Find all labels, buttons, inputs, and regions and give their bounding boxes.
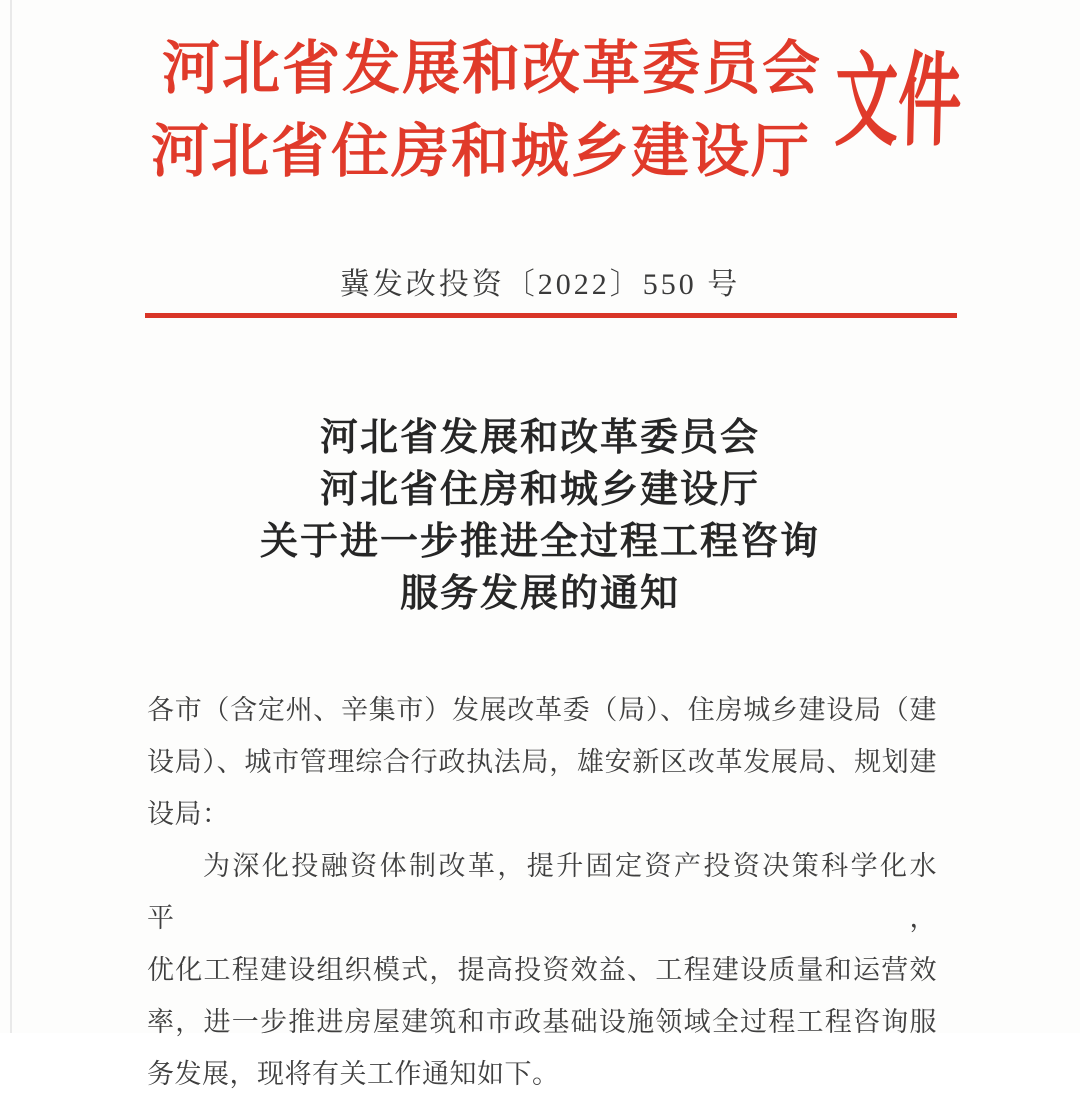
salutation-line: 设局）、城市管理综合行政执法局，雄安新区改革发展局、规划建: [147, 747, 937, 777]
letterhead-agency-line-1: 河北省发展和改革委员会: [162, 36, 823, 101]
title-line-1: 河北省发展和改革委员会: [319, 417, 760, 459]
document-title: [0, 412, 1080, 620]
title-line-3: 关于进一步推进全过程工程咨询: [259, 521, 820, 563]
paragraph-line: 为深化投融资体制改革，提升固定资产投资决策科学化水平，: [147, 851, 937, 933]
red-separator-rule: [145, 313, 957, 318]
paragraph-line: 务发展，现将有关工作通知如下。: [147, 1059, 560, 1089]
title-line-4: 服务发展的通知: [399, 573, 680, 615]
paragraph-line: 率，进一步推进房屋建筑和市政基础设施领域全过程工程咨询服: [147, 1007, 937, 1037]
document-body: [147, 684, 937, 1100]
document-number: 冀发改投资〔2022〕550 号: [339, 268, 741, 301]
salutation-line: 设局：: [147, 799, 230, 829]
salutation-line: 各市（含定州、辛集市）发展改革委（局）、住房城乡建设局（建: [147, 695, 937, 725]
letterhead-doc-type-label: 文件: [833, 46, 963, 159]
title-line-2: 河北省住房和城乡建设厅: [319, 469, 760, 511]
paragraph-line: 优化工程建设组织模式，提高投资效益、工程建设质量和运营效: [147, 955, 937, 985]
letterhead-agency-line-2: 河北省住房和城乡建设厅: [151, 119, 812, 184]
